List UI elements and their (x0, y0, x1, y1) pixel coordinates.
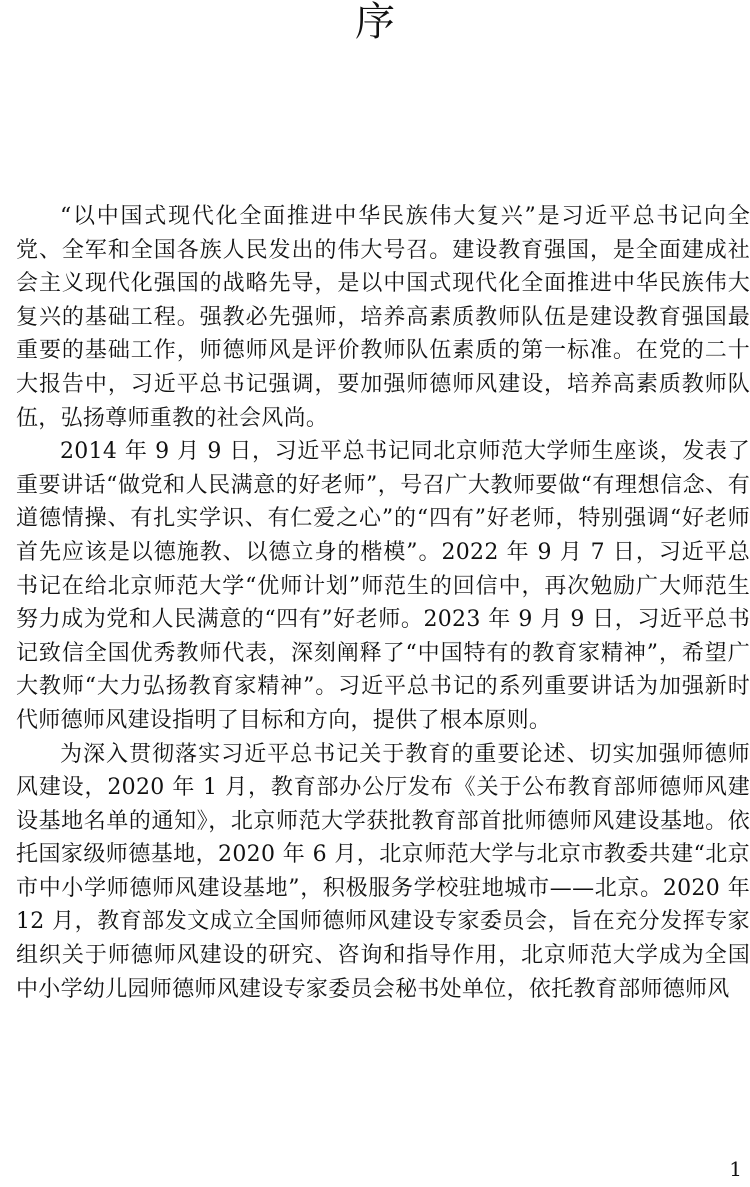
paragraph-2: 2014 年 9 月 9 日，习近平总书记同北京师范大学师生座谈，发表了重要讲话“做党和人民满意的好老师”，号召广大教师要做“有理想信念、有道德情操、有扎实学识、有仁爱之心”的“四有”好老师，特别强调“好老师首先应该是以德施教、以德立身的楷模”。2022 年 9 月 7 日，习近平总书记在给北京师范大学“优师计划”师范生的回信中，再次勉励广大师范生努力成为党和人民满意的“四有”好老师。2023 年 9 月 9 日，习近平总书记致信全国优秀教师代表，深刻阐释了“中国特有的教育家精神”，希望广大教师“大力弘扬教育家精神”。习近平总书记的系列重要讲话为加强新时代师德师风建设指明了目标和方向，提供了根本原则。 (16, 439, 750, 733)
paragraph-3: 为深入贯彻落实习近平总书记关于教育的重要论述、切实加强师德师风建设，2020 年 1 月，教育部办公厅发布《关于公布教育部师德师风建设基地名单的通知》，北京师范大学获批教育部首批师德师风建设基地。依托国家级师德基地，2020 年 6 月，北京师范大学与北京市教委共建“北京市中小学师德师风建设基地”，积极服务学校驻地城市——北京。2020 年 12 月，教育部发文成立全国师德师风建设专家委员会，旨在充分发挥专家组织关于师德师风建设的研究、咨询和指导作用，北京师范大学成为全国中小学幼儿园师德师风建设专家委员会秘书处单位，依托教育部师德师风 (16, 741, 750, 1002)
paragraph-1: “以中国式现代化全面推进中华民族伟大复兴”是习近平总书记向全党、全军和全国各族人民发出的伟大号召。建设教育强国，是全面建成社会主义现代化强国的战略先导，是以中国式现代化全面推进中华民族伟大复兴的基础工程。强教必先强师，培养高素质教师队伍是建设教育强国最重要的基础工作，师德师风是评价教师队伍素质的第一标准。在党的二十大报告中，习近平总书记强调，要加强师德师风建设，培养高素质教师队伍，弘扬尊师重教的社会风尚。 (16, 204, 750, 431)
preface-body (16, 200, 750, 1006)
page-number: 1 (729, 1157, 742, 1181)
page-title: 序 (355, 0, 395, 45)
